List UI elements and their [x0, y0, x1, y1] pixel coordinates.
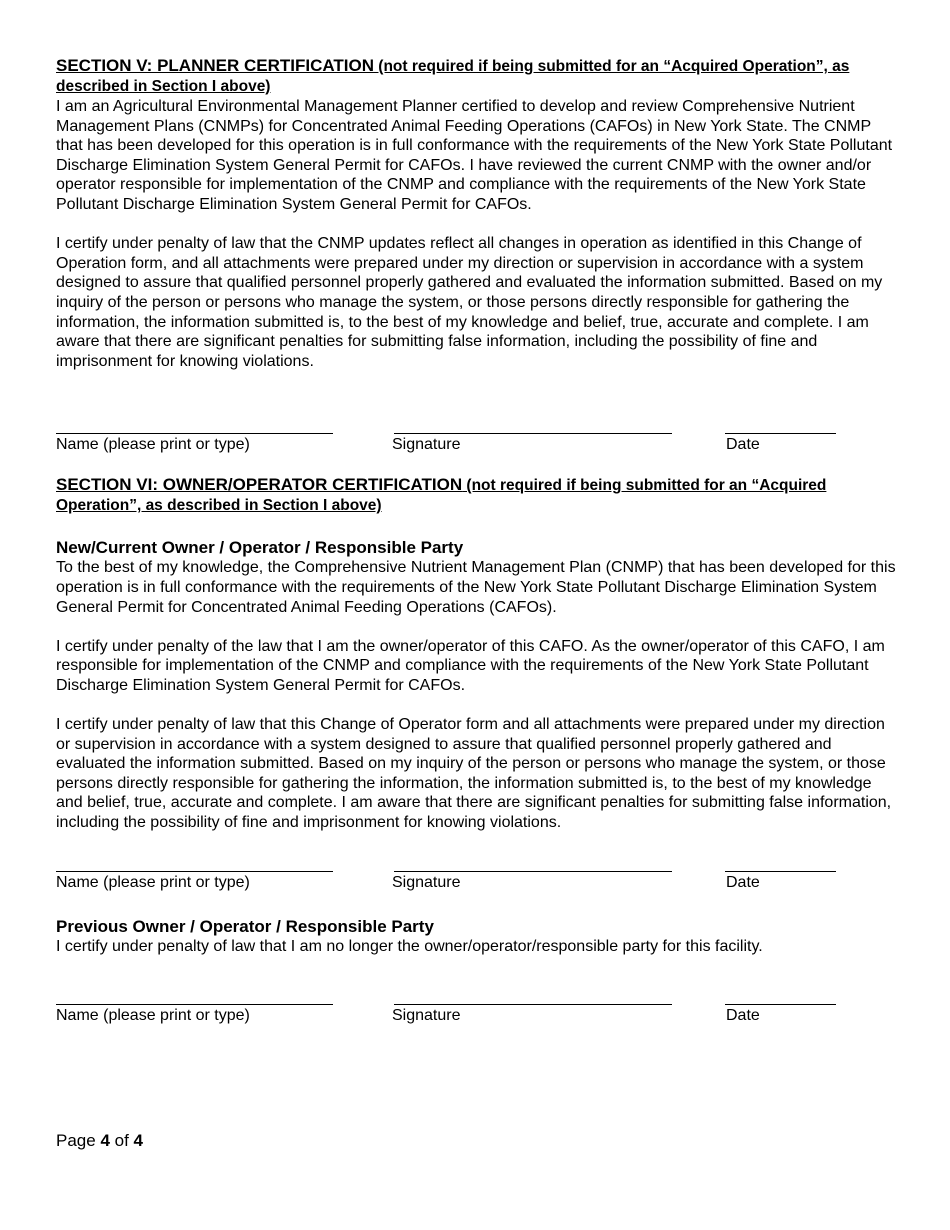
page-of: of [109, 1131, 134, 1150]
planner-signature-label: Signature [392, 436, 461, 454]
page-prefix: Page [56, 1131, 101, 1150]
planner-signature-line[interactable] [394, 433, 672, 434]
previous-owner-signature-row [56, 1004, 896, 1028]
section6-title [56, 475, 896, 516]
current-owner-heading: New/Current Owner / Operator / Responsible Party [56, 538, 464, 558]
previous-owner-date-label: Date [726, 1007, 760, 1025]
previous-owner-name-line[interactable] [56, 1004, 333, 1005]
planner-signature-row [56, 433, 896, 457]
document-page [56, 56, 896, 1028]
section6-paragraph-1: To the best of my knowledge, the Comprehensive Nutrient Management Plan (CNMP) that has been developed for this operation is in full conformance with the requirements of the New York State Pollutant Discharge Elimination System General Permit for Concentrated Animal Feeding Operations (CAFOs). [56, 559, 896, 616]
previous-owner-heading: Previous Owner / Operator / Responsible Party [56, 916, 434, 936]
previous-owner-signature-line[interactable] [394, 1004, 672, 1005]
previous-owner-signature-label: Signature [392, 1007, 461, 1025]
section5-title [56, 56, 896, 97]
planner-name-line[interactable] [56, 433, 333, 434]
previous-owner-date-line[interactable] [725, 1004, 836, 1005]
previous-owner-paragraph: I certify under penalty of law that I am no longer the owner/operator/responsible party for this facility. [56, 937, 763, 955]
section6-paragraph-3: I certify under penalty of law that this Change of Operator form and all attachments were prepared under my direction or supervision in accordance with a system designed to assure that qualified personnel properly gathered and evaluated the information submitted. Based on my inquiry of the person or persons who manage the system, or those persons directly responsible for gathering the information, the information submitted is, to the best of my knowledge and belief, true, accurate and complete. I am aware that there are significant penalties for submitting false information, including the possibility of fine and imprisonment for knowing violations. [56, 716, 892, 832]
section6-title-main: SECTION VI: OWNER/OPERATOR CERTIFICATION [56, 475, 463, 495]
previous-owner-name-label: Name (please print or type) [56, 1007, 250, 1025]
page-number: 4 [100, 1131, 110, 1150]
page-total: 4 [133, 1131, 143, 1150]
section5-title-main: SECTION V: PLANNER CERTIFICATION [56, 56, 374, 75]
current-owner-name-label: Name (please print or type) [56, 873, 250, 891]
section5-paragraph-2: I certify under penalty of law that the CNMP updates reflect all changes in operation as identified in this Change of Operation form, and all attachments were prepared under my direction or supervision in accordance with a system designed to assure that qualified personnel properly gathered and evaluated the information submitted. Based on my inquiry of the person or persons who manage the system, or those persons directly responsible for gathering the information, the information submitted is, to the best of my knowledge and belief, true, accurate and complete. I am aware that there are significant penalties for submitting false information, including the possibility of fine and imprisonment for knowing violations. [56, 235, 883, 370]
section5-title-note: (not required if being submitted for an “Acquired Operation”, as described in Section I above) [56, 58, 850, 95]
planner-date-label: Date [726, 436, 760, 454]
current-owner-date-line[interactable] [725, 871, 836, 872]
current-owner-signature-line[interactable] [394, 871, 672, 872]
section5-paragraph-1: I am an Agricultural Environmental Management Planner certified to develop and review Comprehensive Nutrient Management Plans (CNMPs) for Concentrated Animal Feeding Operations (CAFOs) in New York State. The CNMP that has been developed for this operation is in full conformance with the requirements of the New York State Pollutant Discharge Elimination System General Permit for CAFOs. I have reviewed the current CNMP with the owner and/or operator responsible for implementation of the CNMP and compliance with the requirements of the New York State Pollutant Discharge Elimination System General Permit for CAFOs. [56, 98, 893, 213]
page-footer [56, 1131, 143, 1151]
section6-title-note: (not required if being submitted for an “Acquired Operation”, as described in Section I above) [56, 477, 827, 515]
planner-date-line[interactable] [725, 433, 836, 434]
current-owner-date-label: Date [726, 873, 760, 891]
current-owner-signature-label: Signature [392, 873, 461, 891]
current-owner-signature-row [56, 871, 896, 895]
planner-name-label: Name (please print or type) [56, 436, 250, 454]
section6-paragraph-2: I certify under penalty of the law that I am the owner/operator of this CAFO. As the owner/operator of this CAFO, I am responsible for implementation of the CNMP and compliance with the requirements of the New York State Pollutant Discharge Elimination System General Permit for CAFOs. [56, 637, 885, 694]
current-owner-name-line[interactable] [56, 871, 333, 872]
